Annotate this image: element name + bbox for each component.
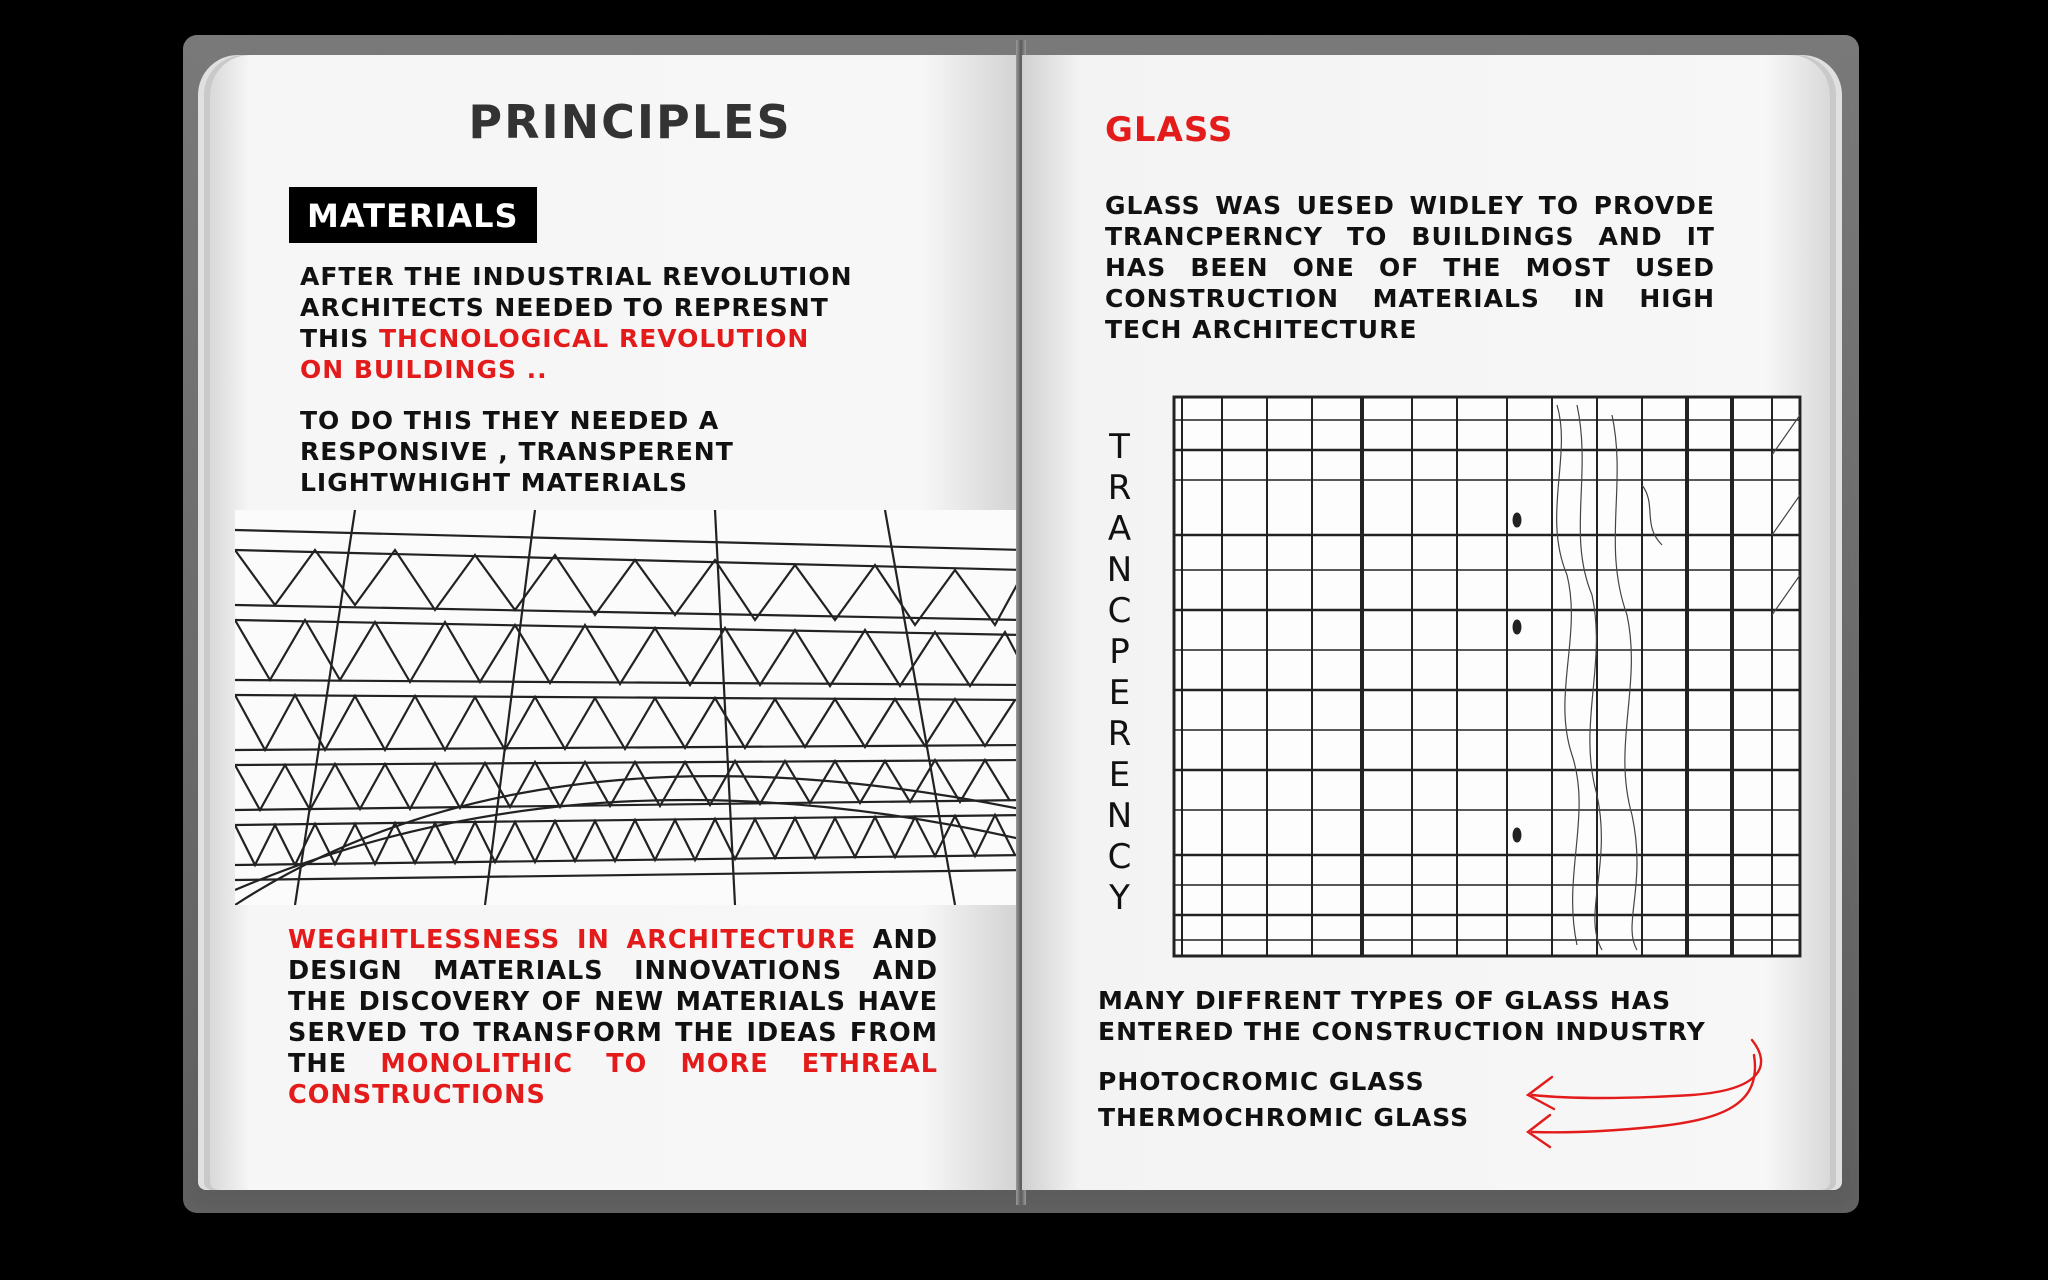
text-line: RESPONSIVE , TRANSPERENT <box>300 437 734 466</box>
glass-type-photocromic: PHOTOCROMIC GLASS <box>1098 1067 1425 1096</box>
vertical-letter: R <box>1107 468 1133 508</box>
red-arrows-sketch <box>1462 1035 1782 1165</box>
highlight-text: THCNOLOGICAL REVOLUTION <box>379 324 810 353</box>
highlight-text: ON BUILDINGS .. <box>300 355 548 384</box>
right-page <box>1022 55 1830 1190</box>
vertical-letter: A <box>1107 509 1133 549</box>
text-line: TO DO THIS THEY NEEDED A <box>300 406 720 435</box>
text-line: AFTER THE INDUSTRIAL REVOLUTION <box>300 262 853 291</box>
vertical-letter: E <box>1108 673 1132 713</box>
text-line: ARCHITECTS NEEDED TO REPRESNT <box>300 293 829 322</box>
section-tag-materials: MATERIALS <box>289 187 537 243</box>
text-line: MANY DIFFRENT TYPES OF GLASS HAS <box>1098 986 1672 1015</box>
body-text: AND DESIGN MATERIALS INNOVATIONS AND THE DISCOVERY OF NEW MATERIALS HAVE SERVED TO TRANSFORM THE IDEAS FROM THE <box>288 925 938 1079</box>
arrow-to-photocromic <box>1532 1040 1761 1098</box>
vertical-word-trancperency <box>1100 427 1140 919</box>
section-title-glass: GLASS <box>1105 110 1234 150</box>
highlight-text: WEGHITLESSNESS IN ARCHITECTURE <box>288 925 857 955</box>
vertical-letter: N <box>1106 796 1134 836</box>
vertical-letter: P <box>1109 632 1131 672</box>
glass-facade-sketch <box>1172 395 1802 958</box>
vertical-letter: C <box>1107 837 1133 877</box>
glass-type-thermochromic: THERMOCHROMIC GLASS <box>1098 1103 1470 1132</box>
intro-paragraph <box>300 261 880 385</box>
text-line: LIGHTWHIGHT MATERIALS <box>300 468 688 497</box>
page-title: PRINCIPLES <box>468 95 792 149</box>
vertical-letter: T <box>1109 427 1131 467</box>
second-paragraph <box>300 405 880 498</box>
steel-truss-sketch <box>235 510 1020 905</box>
vertical-letter: E <box>1108 755 1132 795</box>
vertical-letter: R <box>1107 714 1133 754</box>
text-line: THIS <box>300 324 379 353</box>
glass-paragraph: GLASS WAS UESED WIDLEY TO PROVDE TRANCPERNCY TO BUILDINGS AND IT HAS BEEN ONE OF THE MOST USED CONSTRUCTION MATERIALS IN HIGH TECH ARCHITECTURE <box>1105 191 1715 344</box>
highlight-text: MONOLITHIC TO MORE ETHREAL CONSTRUCTIONS <box>288 1049 938 1110</box>
vertical-letter: C <box>1107 591 1133 631</box>
arrowhead-photocromic <box>1528 1077 1554 1109</box>
left-page <box>210 55 1020 1190</box>
weightlessness-paragraph <box>288 925 938 1111</box>
vertical-letter: Y <box>1109 878 1131 918</box>
text-line: ENTERED THE CONSTRUCTION INDUSTRY <box>1098 1017 1706 1046</box>
arrow-to-thermochromic <box>1532 1055 1755 1132</box>
vertical-letter: N <box>1106 550 1134 590</box>
